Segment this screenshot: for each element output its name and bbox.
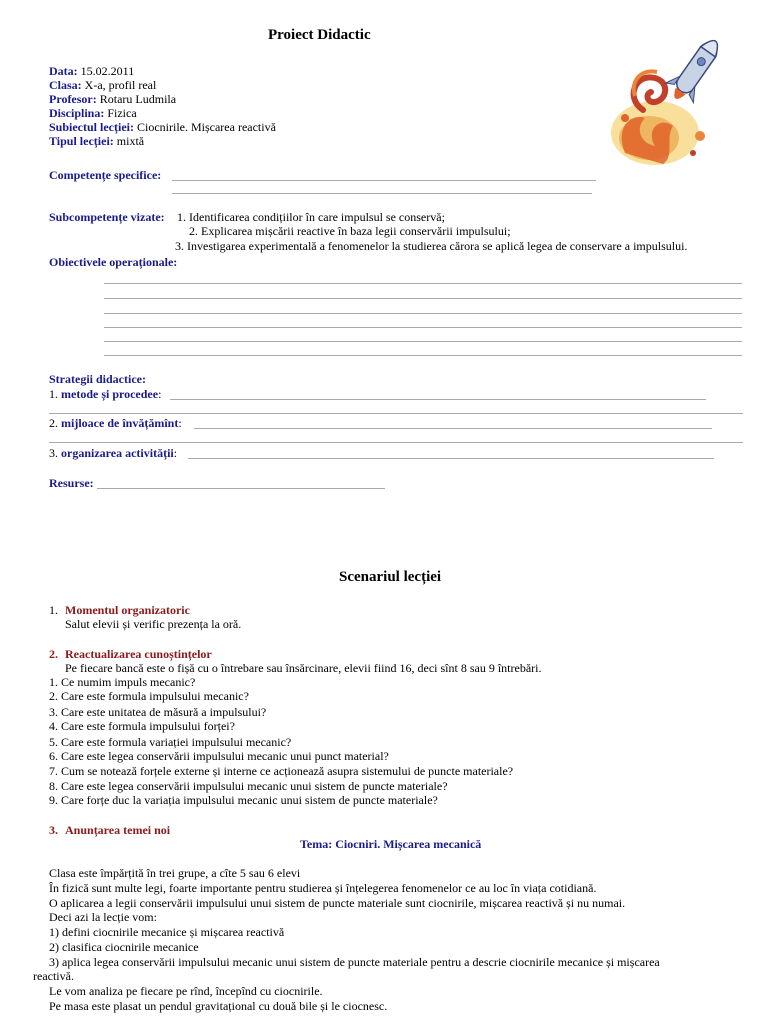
objectives-line-5 <box>104 341 742 342</box>
question-9: 9. Care forțe duc la variația impulsului mecanic unui sistem de puncte materiale? <box>49 793 438 807</box>
strategy-means <box>49 416 182 430</box>
teacher-label: Profesor: <box>49 92 97 106</box>
strategy-means-label: mijloace de învățămînt <box>61 416 179 430</box>
strategy-organization-sep: : <box>173 446 178 460</box>
competences-label: Competențe specifice: <box>49 168 162 182</box>
goal-2: 2) clasifica ciocnirile mecanice <box>49 940 199 954</box>
intro-line-1: Clasa este împărțită în trei grupe, a cîte 5 sau 6 elevi <box>49 866 301 880</box>
strategy-organization-num: 3. <box>49 446 61 460</box>
strategy-organization-label: organizarea activității <box>61 446 174 460</box>
question-6: 6. Care este legea conservării impulsului mecanic unui punct material? <box>49 749 389 763</box>
goal-3-continuation: reactivă. <box>33 969 74 983</box>
section-2-number: 2. <box>49 647 58 661</box>
strategies-label: Strategii didactice: <box>49 372 146 386</box>
strategy-organization-line <box>188 458 714 459</box>
closing-line-2: Pe masa este plasat un pendul gravitațional cu două bile și le ciocnesc. <box>49 999 388 1013</box>
strategy-methods <box>49 387 161 401</box>
strategy-means-num: 2. <box>49 416 61 430</box>
strategy-organization <box>49 446 177 460</box>
competences-fill-line <box>172 180 596 181</box>
date-line <box>49 64 134 78</box>
question-8: 8. Care este legea conservării impulsului mecanic unui sistem de puncte materiale? <box>49 779 448 793</box>
subcompetence-2: 2. Explicarea mișcării reactive în baza legii conservării impulsului; <box>189 224 511 238</box>
section-1-title: Momentul organizatoric <box>65 603 190 617</box>
intro-line-4: Deci azi la lecție vom: <box>49 910 157 924</box>
strategy-methods-num: 1. <box>49 387 61 401</box>
date-value: 15.02.2011 <box>77 64 135 78</box>
subject-line <box>49 120 276 134</box>
intro-line-3: O aplicarea a legii conservării impulsului unui sistem de puncte materiale sunt ciocnirile, mișcarea reactivă și nu numai. <box>49 896 626 910</box>
section-3-title: Anunțarea temei noi <box>65 823 171 837</box>
class-line <box>49 78 156 92</box>
question-5: 5. Care este formula variației impulsului mecanic? <box>49 735 292 749</box>
question-3: 3. Care este unitatea de măsură a impulsului? <box>49 705 267 719</box>
document-title: Proiect Didactic <box>268 27 371 43</box>
strategy-methods-label: metode și procedee <box>61 387 159 401</box>
strategy-means-line-2 <box>49 442 743 443</box>
question-4: 4. Care este formula impulsului forței? <box>49 719 235 733</box>
discipline-value: Fizica <box>104 106 137 120</box>
class-label: Clasa: <box>49 78 82 92</box>
goal-1: 1) defini ciocnirile mecanice și mișcarea reactivă <box>49 925 285 939</box>
lesson-type-line <box>49 134 144 148</box>
section-2-intro: Pe fiecare bancă este o fișă cu o întrebare sau însărcinare, elevii fiind 16, deci sînt 8 sau 9 întrebări. <box>65 661 542 675</box>
strategy-methods-line-2 <box>49 413 743 414</box>
lesson-type-value: mixtă <box>113 134 145 148</box>
strategy-methods-sep: : <box>158 387 162 401</box>
class-value: X-a, profil real <box>81 78 157 92</box>
lesson-type-label: Tipul lecției: <box>49 134 114 148</box>
objectives-line-6 <box>104 355 742 356</box>
closing-line-1: Le vom analiza pe fiecare pe rînd, începînd cu ciocnirile. <box>49 984 323 998</box>
objectives-line-2 <box>104 298 742 299</box>
question-2: 2. Care este formula impulsului mecanic? <box>49 689 249 703</box>
section-2-title: Reactualizarea cunoștințelor <box>65 647 212 661</box>
subcompetence-1: 1. Identificarea condițiilor în care impulsul se conservă; <box>177 210 445 224</box>
discipline-line <box>49 106 137 120</box>
objectives-label: Obiectivele operaționale: <box>49 255 178 269</box>
section-3-number: 3. <box>49 823 58 837</box>
objectives-line-1 <box>104 283 742 284</box>
strategy-methods-line <box>170 399 706 400</box>
strategy-means-sep: : <box>178 416 182 430</box>
goal-3: 3) aplica legea conservării impulsului mecanic unui sistem de puncte materiale pentru a descrie ciocnirile mecanice și mișcarea <box>49 955 660 969</box>
resources-line <box>97 488 385 489</box>
section-1-text: Salut elevii și verific prezența la oră. <box>65 617 242 631</box>
resources-label: Resurse: <box>49 476 94 490</box>
date-label: Data: <box>49 64 78 78</box>
scenario-title: Scenariul lecției <box>339 569 442 585</box>
discipline-label: Disciplina: <box>49 106 105 120</box>
section-1-number: 1. <box>49 603 58 617</box>
subject-label: Subiectul lecției: <box>49 120 134 134</box>
subcompetence-3: 3. Investigarea experimentală a fenomenelor la studierea cărora se aplică legea de conservare a impulsului. <box>175 239 688 253</box>
subject-value: Ciocnirile. Mișcarea reactivă <box>133 120 276 134</box>
competences-fill-line-2 <box>172 193 592 194</box>
teacher-value: Rotaru Ludmila <box>96 92 177 106</box>
question-7: 7. Cum se notează forțele externe și interne ce acționează asupra sistemului de puncte materiale? <box>49 764 514 778</box>
objectives-line-4 <box>104 327 742 328</box>
rocket-illustration-icon <box>605 18 735 170</box>
subcompetences-label: Subcompetențe vizate: <box>49 210 165 224</box>
intro-line-2: În fizică sunt multe legi, foarte importante pentru studierea și înțelegerea fenomenelor ce au loc în viața cotidiană. <box>49 881 597 895</box>
objectives-line-3 <box>104 313 742 314</box>
question-1: 1. Ce numim impuls mecanic? <box>49 675 196 689</box>
teacher-line <box>49 92 176 106</box>
lesson-theme: Tema: Ciocniri. Mișcarea mecanică <box>300 837 482 851</box>
strategy-means-line <box>194 428 712 429</box>
